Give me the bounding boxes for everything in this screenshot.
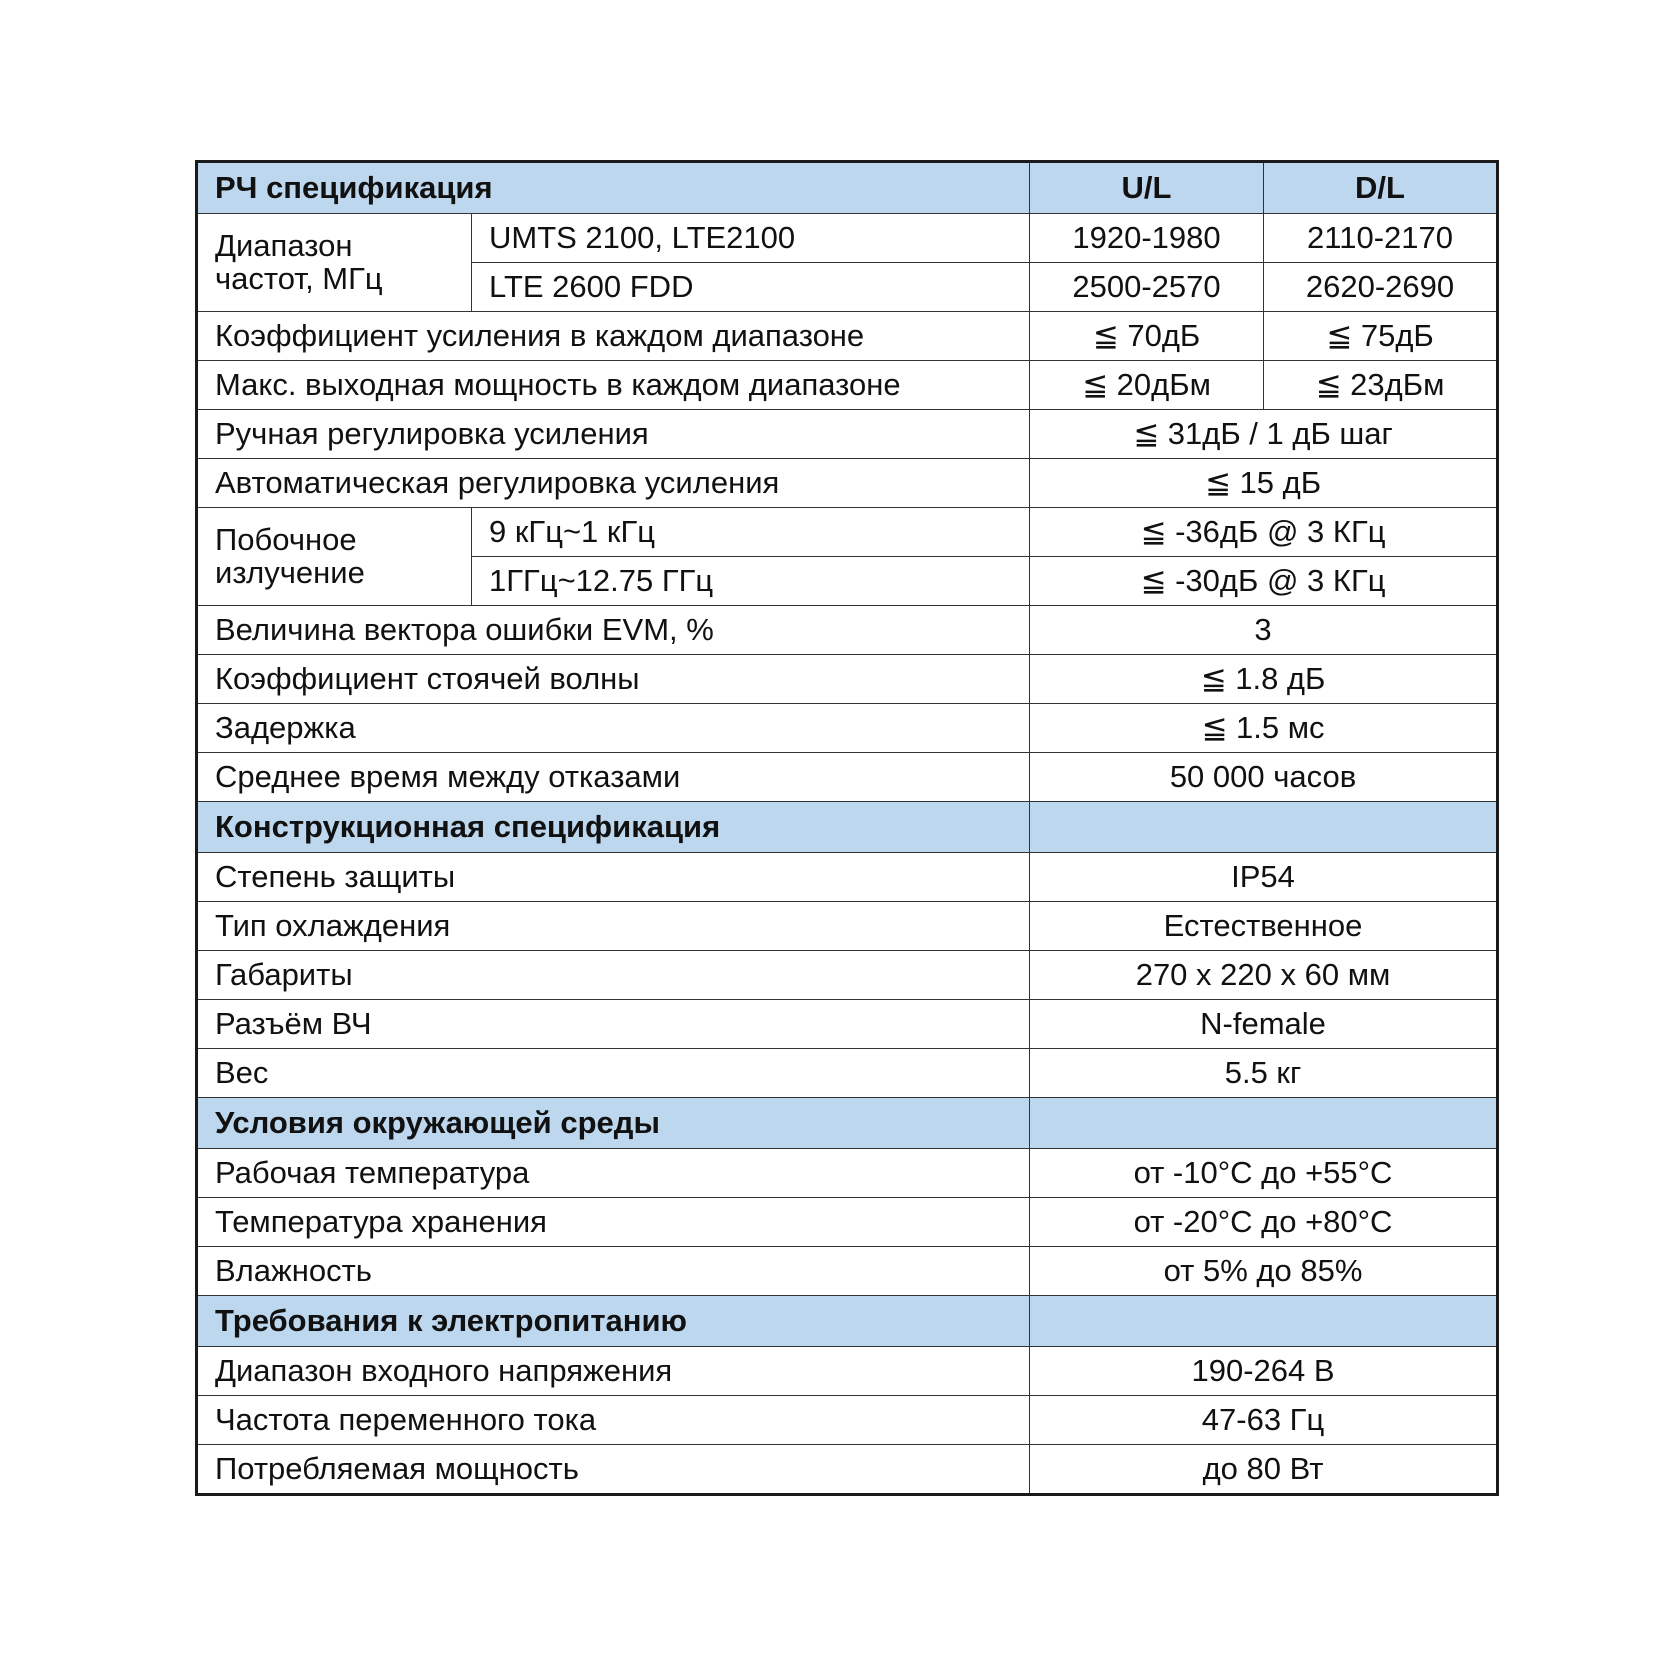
- table-row: [197, 853, 1498, 902]
- section-header-rf: [197, 162, 1498, 214]
- section-header-power: [197, 1296, 1498, 1347]
- ul-value: 2500-2570: [1030, 263, 1264, 312]
- row-value: ≦ 31дБ / 1 дБ шаг: [1030, 410, 1498, 459]
- table-row: [197, 951, 1498, 1000]
- dl-value: ≦ 23дБм: [1264, 361, 1498, 410]
- column-header-ul: U/L: [1030, 162, 1264, 214]
- section-title: Требования к электропитанию: [197, 1296, 1030, 1347]
- row-label: Тип охлаждения: [197, 902, 1030, 951]
- section-header-environment: [197, 1098, 1498, 1149]
- row-value: ≦ 1.5 мс: [1030, 704, 1498, 753]
- row-value: Естественное: [1030, 902, 1498, 951]
- table-row: [197, 655, 1498, 704]
- range-name: 9 кГц~1 кГц: [472, 508, 1030, 557]
- row-value: от -10°C до +55°C: [1030, 1149, 1498, 1198]
- row-value: IP54: [1030, 853, 1498, 902]
- table-row: [197, 704, 1498, 753]
- ul-value: ≦ 70дБ: [1030, 312, 1264, 361]
- section-header-empty-cell: [1030, 1296, 1498, 1347]
- row-value: ≦ 15 дБ: [1030, 459, 1498, 508]
- row-value: от 5% до 85%: [1030, 1247, 1498, 1296]
- table-row: [197, 753, 1498, 802]
- row-label: Степень защиты: [197, 853, 1030, 902]
- row-label: Макс. выходная мощность в каждом диапазоне: [197, 361, 1030, 410]
- row-value: ≦ 1.8 дБ: [1030, 655, 1498, 704]
- table-row: [197, 214, 1498, 263]
- row-label: Диапазон входного напряжения: [197, 1347, 1030, 1396]
- section-header-empty-cell: [1030, 802, 1498, 853]
- row-label: Вес: [197, 1049, 1030, 1098]
- row-value: 190-264 В: [1030, 1347, 1498, 1396]
- row-value: от -20°C до +80°C: [1030, 1198, 1498, 1247]
- table-row: [197, 1247, 1498, 1296]
- row-label: Влажность: [197, 1247, 1030, 1296]
- row-label: Коэффициент стоячей волны: [197, 655, 1030, 704]
- dl-value: 2110-2170: [1264, 214, 1498, 263]
- row-value: 5.5 кг: [1030, 1049, 1498, 1098]
- table-row: [197, 361, 1498, 410]
- specification-table: [195, 160, 1499, 1496]
- row-value: 47-63 Гц: [1030, 1396, 1498, 1445]
- table-row: [197, 606, 1498, 655]
- table-row: [197, 1198, 1498, 1247]
- table-row: [197, 1445, 1498, 1495]
- row-value: ≦ -36дБ @ 3 КГц: [1030, 508, 1498, 557]
- section-title: РЧ спецификация: [197, 162, 1030, 214]
- column-header-dl: D/L: [1264, 162, 1498, 214]
- band-name: LTE 2600 FDD: [472, 263, 1030, 312]
- row-label: Частота переменного тока: [197, 1396, 1030, 1445]
- ul-value: 1920-1980: [1030, 214, 1264, 263]
- table-row: [197, 508, 1498, 557]
- row-label: Потребляемая мощность: [197, 1445, 1030, 1495]
- row-label: Температура хранения: [197, 1198, 1030, 1247]
- row-label: Задержка: [197, 704, 1030, 753]
- section-title: Условия окружающей среды: [197, 1098, 1030, 1149]
- table-row: [197, 312, 1498, 361]
- row-label: Величина вектора ошибки EVM, %: [197, 606, 1030, 655]
- table-row: [197, 459, 1498, 508]
- row-value: N-female: [1030, 1000, 1498, 1049]
- row-label: Ручная регулировка усиления: [197, 410, 1030, 459]
- row-value: 3: [1030, 606, 1498, 655]
- dl-value: ≦ 75дБ: [1264, 312, 1498, 361]
- row-label: Рабочая температура: [197, 1149, 1030, 1198]
- section-header-construction: [197, 802, 1498, 853]
- row-label: Диапазон частот, МГц: [197, 214, 472, 312]
- row-label: Габариты: [197, 951, 1030, 1000]
- table-row: [197, 1049, 1498, 1098]
- table-row: [197, 1149, 1498, 1198]
- row-label: Среднее время между отказами: [197, 753, 1030, 802]
- ul-value: ≦ 20дБм: [1030, 361, 1264, 410]
- section-header-empty-cell: [1030, 1098, 1498, 1149]
- table-row: [197, 1347, 1498, 1396]
- row-value: 270 x 220 x 60 мм: [1030, 951, 1498, 1000]
- row-label: Побочное излучение: [197, 508, 472, 606]
- row-label: Автоматическая регулировка усиления: [197, 459, 1030, 508]
- section-title: Конструкционная спецификация: [197, 802, 1030, 853]
- band-name: UMTS 2100, LTE2100: [472, 214, 1030, 263]
- table-row: [197, 410, 1498, 459]
- row-value: 50 000 часов: [1030, 753, 1498, 802]
- row-label: Разъём ВЧ: [197, 1000, 1030, 1049]
- table-row: [197, 1396, 1498, 1445]
- table-row: [197, 1000, 1498, 1049]
- row-label: Коэффициент усиления в каждом диапазоне: [197, 312, 1030, 361]
- row-value: ≦ -30дБ @ 3 КГц: [1030, 557, 1498, 606]
- row-value: до 80 Вт: [1030, 1445, 1498, 1495]
- dl-value: 2620-2690: [1264, 263, 1498, 312]
- range-name: 1ГГц~12.75 ГГц: [472, 557, 1030, 606]
- table-row: [197, 902, 1498, 951]
